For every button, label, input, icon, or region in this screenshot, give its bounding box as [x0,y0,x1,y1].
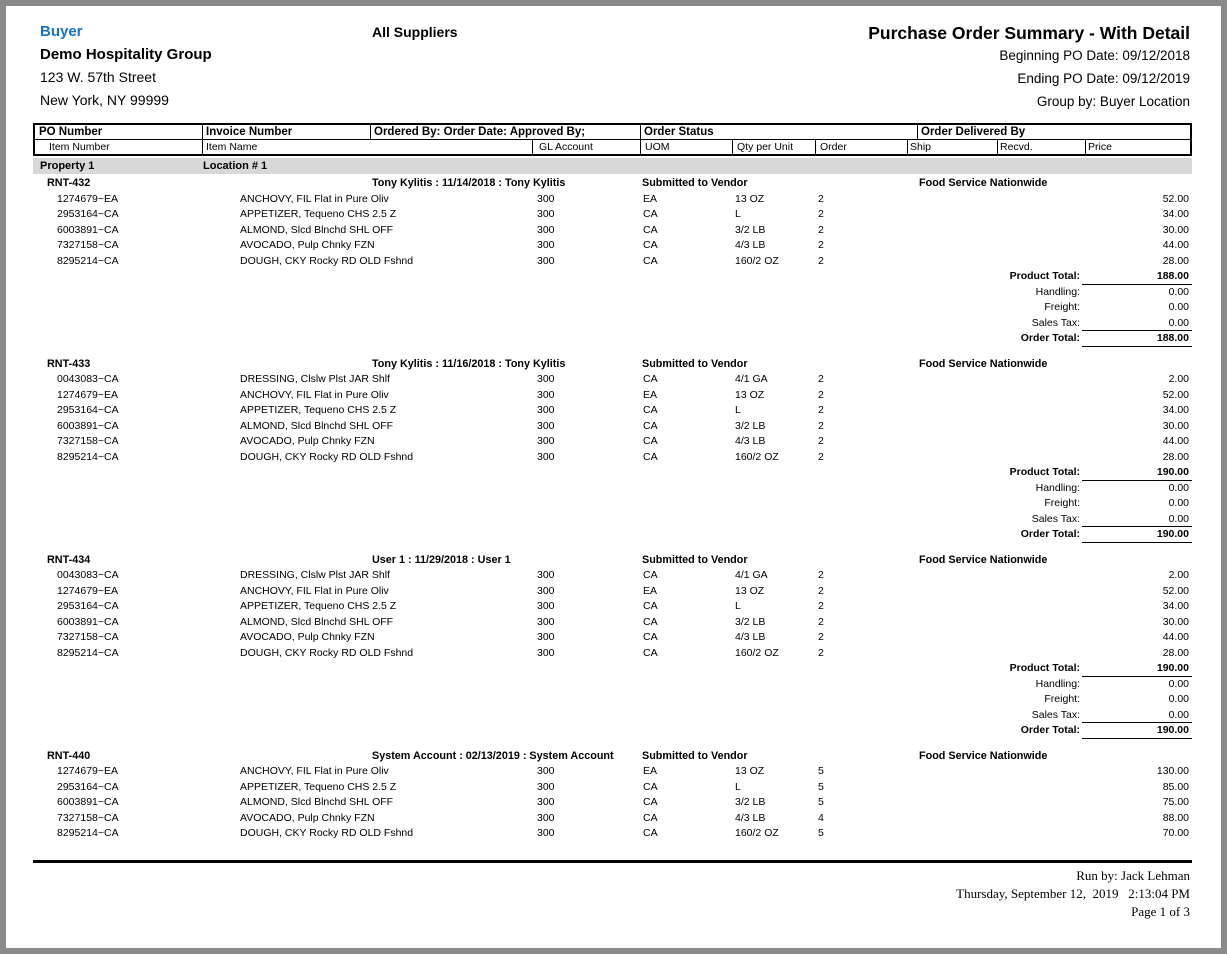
gl-account: 300 [537,615,555,628]
item-row [33,795,1192,811]
item-row [33,811,1192,827]
total-row-sales-tax [33,316,1192,332]
item-name: AVOCADO, Pulp Chnky FZN [240,435,375,447]
total-row-handling [33,481,1192,497]
item-name: ALMOND, Slcd Blnchd SHL OFF [240,419,394,432]
gl-account: 300 [537,827,555,839]
item-name: DOUGH, CKY Rocky RD OLD Fshnd [240,827,414,839]
total-value: 0.00 [1168,481,1189,494]
price: 28.00 [1162,254,1189,267]
order-qty: 2 [818,254,824,267]
col-order-status: Order Status [644,126,714,138]
gl-account: 300 [537,450,555,463]
order-qty: 2 [818,239,824,251]
po-block-rnt-434 [33,553,1192,739]
item-row [33,764,1192,780]
total-label: Product Total: [1009,662,1080,674]
qty-per-unit: L [735,780,741,793]
table-header [33,123,1192,156]
total-value: 0.00 [1168,708,1189,721]
uom: CA [643,615,658,628]
gl-account: 300 [537,208,555,220]
report-footer [956,867,1190,921]
page-number: Page 1 of 3 [1131,904,1190,919]
qty-per-unit: 13 OZ [735,388,765,401]
gl-account: 300 [537,646,555,659]
order-status: Submitted to Vendor [642,749,748,762]
qty-per-unit: 3/2 LB [735,796,766,808]
item-row [33,238,1192,254]
qty-per-unit: 3/2 LB [735,223,766,236]
total-label: Product Total: [1009,466,1080,478]
total-value: 190.00 [1156,724,1189,736]
qty-per-unit: L [735,404,741,416]
company-name: Demo Hospitality Group [40,46,212,63]
total-label: Sales Tax: [1031,316,1080,329]
order-qty: 2 [818,419,824,432]
qty-per-unit: 160/2 OZ [735,827,779,839]
qty-per-unit: 160/2 OZ [735,254,779,267]
item-name: DOUGH, CKY Rocky RD OLD Fshnd [240,254,414,267]
group-location: Location # 1 [203,160,268,172]
uom: CA [643,780,658,793]
item-row [33,403,1192,419]
order-qty: 5 [818,827,824,839]
col-po-number: PO Number [39,126,103,138]
order-status: Submitted to Vendor [642,357,748,370]
order-qty: 2 [818,388,824,401]
qty-per-unit: 13 OZ [735,765,765,777]
gl-account: 300 [537,584,555,597]
ending-po-date: Ending PO Date: 09/12/2019 [1017,71,1190,86]
total-row-freight [33,300,1192,316]
item-row [33,450,1192,466]
order-qty: 2 [818,450,824,463]
uom: CA [643,254,658,267]
total-value: 0.00 [1168,677,1189,690]
item-number: 6003891~CA [57,615,119,628]
item-name: ANCHOVY, FIL Flat in Pure Oliv [240,584,389,597]
column-divider [732,140,733,154]
gl-account: 300 [537,796,555,808]
item-number: 8295214~CA [57,254,119,267]
item-number: 7327158~CA [57,435,119,447]
qty-per-unit: 160/2 OZ [735,646,779,659]
column-divider [917,125,918,139]
order-qty: 2 [818,435,824,447]
ordered-by: Tony Kylitis : 11/14/2018 : Tony Kylitis [372,177,566,189]
po-block-rnt-440 [33,749,1192,842]
column-divider [907,140,908,154]
item-number: 6003891~CA [57,419,119,432]
total-row-product-total [33,269,1192,285]
price: 44.00 [1162,631,1189,643]
price: 70.00 [1162,827,1189,839]
total-row-order-total [33,527,1192,543]
item-number: 8295214~CA [57,450,119,463]
po-header-row [33,749,1192,765]
total-row-sales-tax [33,512,1192,528]
total-row-freight [33,496,1192,512]
col-item-name: Item Name [206,141,258,153]
po-block-rnt-433 [33,357,1192,543]
po-number: RNT-440 [47,749,91,762]
gl-account: 300 [537,435,555,447]
item-number: 7327158~CA [57,811,119,824]
total-value: 0.00 [1168,301,1189,313]
report-title: Purchase Order Summary - With Detail [868,23,1190,43]
item-row [33,372,1192,388]
gl-account: 300 [537,780,555,793]
order-qty: 2 [818,404,824,416]
qty-per-unit: 160/2 OZ [735,450,779,463]
total-label: Freight: [1044,497,1080,509]
item-number: 2953164~CA [57,600,119,612]
gl-account: 300 [537,254,555,267]
col-item-number: Item Number [49,141,110,153]
price: 44.00 [1162,239,1189,251]
total-value: 188.00 [1156,270,1189,282]
total-value: 190.00 [1156,528,1189,540]
item-number: 8295214~CA [57,827,119,839]
address-line-1: 123 W. 57th Street [40,69,156,85]
total-value: 0.00 [1168,497,1189,509]
item-row [33,584,1192,600]
order-qty: 2 [818,223,824,236]
gl-account: 300 [537,239,555,251]
gl-account: 300 [537,811,555,824]
item-name: APPETIZER, Tequeno CHS 2.5 Z [240,404,397,416]
gl-account: 300 [537,373,555,385]
report-body [33,158,1192,842]
group-band [33,158,1192,174]
qty-per-unit: 4/3 LB [735,239,766,251]
ordered-by: System Account : 02/13/2019 : System Account [372,749,614,762]
item-row [33,568,1192,584]
item-number: 6003891~CA [57,796,119,808]
gl-account: 300 [537,569,555,581]
gl-account: 300 [537,600,555,612]
item-name: DOUGH, CKY Rocky RD OLD Fshnd [240,646,414,659]
total-label: Handling: [1035,481,1080,494]
qty-per-unit: 4/1 GA [735,373,768,385]
column-divider [640,125,641,139]
qty-per-unit: 4/3 LB [735,631,766,643]
total-label: Order Total: [1020,724,1080,736]
uom: CA [643,419,658,432]
item-name: DRESSING, Clslw Plst JAR Shlf [240,569,390,581]
column-divider [815,140,816,154]
order-qty: 5 [818,765,824,777]
item-name: ALMOND, Slcd Blnchd SHL OFF [240,223,394,236]
report-header-right [868,22,1190,113]
item-number: 2953164~CA [57,208,119,220]
total-value: 0.00 [1168,285,1189,298]
order-qty: 4 [818,811,824,824]
qty-per-unit: 3/2 LB [735,419,766,432]
item-name: APPETIZER, Tequeno CHS 2.5 Z [240,208,397,220]
item-number: 1274679~EA [57,192,119,205]
table-header-row-1 [35,125,1190,140]
ordered-by: User 1 : 11/29/2018 : User 1 [372,553,511,566]
total-row-product-total [33,465,1192,481]
qty-per-unit: 4/3 LB [735,811,766,824]
gl-account: 300 [537,223,555,236]
item-number: 0043083~CA [57,373,119,385]
col-ordered-by: Ordered By: Order Date: Approved By; [374,126,586,138]
price: 88.00 [1162,811,1189,824]
item-row [33,826,1192,842]
price: 44.00 [1162,435,1189,447]
po-number: RNT-434 [47,553,91,566]
price: 130.00 [1156,765,1189,777]
total-row-handling [33,285,1192,301]
price: 30.00 [1162,615,1189,628]
total-underline [1082,542,1192,543]
uom: CA [643,373,658,385]
item-row [33,207,1192,223]
total-value: 188.00 [1156,332,1189,344]
total-value: 190.00 [1156,466,1189,478]
total-underline [1082,346,1192,347]
report-header-left [40,20,212,112]
column-divider [202,140,203,154]
price: 52.00 [1162,388,1189,401]
item-number: 0043083~CA [57,569,119,581]
col-gl-account: GL Account [539,141,593,153]
column-divider [202,125,203,139]
item-name: ANCHOVY, FIL Flat in Pure Oliv [240,388,389,401]
uom: CA [643,435,658,447]
item-name: APPETIZER, Tequeno CHS 2.5 Z [240,600,397,612]
po-block-rnt-432 [33,176,1192,347]
uom: CA [643,569,658,581]
order-status: Submitted to Vendor [642,177,748,189]
column-divider [997,140,998,154]
order-qty: 2 [818,600,824,612]
uom: CA [643,208,658,220]
po-header-row [33,553,1192,569]
price: 2.00 [1168,569,1189,581]
order-qty: 5 [818,780,824,793]
order-qty: 2 [818,584,824,597]
gl-account: 300 [537,631,555,643]
qty-per-unit: 4/3 LB [735,435,766,447]
item-number: 7327158~CA [57,239,119,251]
qty-per-unit: 13 OZ [735,192,765,205]
total-value: 0.00 [1168,693,1189,705]
col-qty-per-unit: Qty per Unit [737,141,794,153]
footer-divider [33,860,1192,863]
item-name: AVOCADO, Pulp Chnky FZN [240,631,375,643]
qty-per-unit: L [735,600,741,612]
uom: CA [643,631,658,643]
item-number: 2953164~CA [57,404,119,416]
buyer-label: Buyer [40,23,83,40]
total-value: 190.00 [1156,662,1189,674]
total-underline [1082,738,1192,739]
total-row-sales-tax [33,708,1192,724]
order-delivered-by: Food Service Nationwide [919,553,1048,566]
price: 34.00 [1162,208,1189,220]
total-row-freight [33,692,1192,708]
gl-account: 300 [537,765,555,777]
item-row [33,254,1192,270]
run-date: Thursday, September 12, 2019 2:13:04 PM [956,886,1190,901]
item-name: DOUGH, CKY Rocky RD OLD Fshnd [240,450,414,463]
total-label: Product Total: [1009,270,1080,282]
item-name: AVOCADO, Pulp Chnky FZN [240,239,375,251]
order-qty: 2 [818,615,824,628]
gl-account: 300 [537,388,555,401]
uom: CA [643,239,658,251]
column-divider [640,140,641,154]
group-by: Group by: Buyer Location [1036,94,1190,109]
item-name: APPETIZER, Tequeno CHS 2.5 Z [240,780,397,793]
price: 34.00 [1162,404,1189,416]
price: 2.00 [1168,373,1189,385]
uom: CA [643,450,658,463]
price: 75.00 [1162,796,1189,808]
item-row [33,419,1192,435]
uom: CA [643,796,658,808]
po-header-row [33,176,1192,192]
order-delivered-by: Food Service Nationwide [919,357,1048,370]
item-number: 1274679~EA [57,584,119,597]
order-delivered-by: Food Service Nationwide [919,177,1048,189]
col-ship: Ship [910,141,932,153]
uom: CA [643,827,658,839]
order-qty: 2 [818,373,824,385]
item-name: ALMOND, Slcd Blnchd SHL OFF [240,615,394,628]
item-row [33,615,1192,631]
col-invoice-number: Invoice Number [206,126,293,138]
col-order: Order [820,141,847,153]
item-row [33,434,1192,450]
price: 34.00 [1162,600,1189,612]
total-row-handling [33,677,1192,693]
total-row-product-total [33,661,1192,677]
group-property: Property 1 [40,160,95,172]
total-value: 0.00 [1168,512,1189,525]
po-header-row [33,357,1192,373]
qty-per-unit: 4/1 GA [735,569,768,581]
gl-account: 300 [537,404,555,416]
order-delivered-by: Food Service Nationwide [919,749,1048,762]
col-uom: UOM [645,141,670,153]
item-row [33,599,1192,615]
col-recvd: Recvd. [1000,141,1033,153]
item-number: 8295214~CA [57,646,119,659]
item-row [33,630,1192,646]
gl-account: 300 [537,419,555,432]
uom: CA [643,646,658,659]
total-label: Sales Tax: [1031,708,1080,721]
po-number: RNT-432 [47,177,91,189]
gl-account: 300 [537,192,555,205]
col-order-delivered-by: Order Delivered By [921,126,1026,138]
order-qty: 2 [818,192,824,205]
ordered-by: Tony Kylitis : 11/16/2018 : Tony Kylitis [372,357,566,370]
item-number: 1274679~EA [57,765,119,777]
total-label: Freight: [1044,693,1080,705]
qty-per-unit: L [735,208,741,220]
order-status: Submitted to Vendor [642,553,748,566]
table-header-row-2 [35,140,1190,154]
item-name: ALMOND, Slcd Blnchd SHL OFF [240,796,394,808]
item-number: 6003891~CA [57,223,119,236]
total-label: Order Total: [1020,528,1080,540]
price: 30.00 [1162,223,1189,236]
item-row [33,223,1192,239]
po-number: RNT-433 [47,357,91,370]
uom: EA [643,584,658,597]
item-name: ANCHOVY, FIL Flat in Pure Oliv [240,765,389,777]
uom: CA [643,811,658,824]
item-row [33,192,1192,208]
column-divider [532,140,533,154]
item-name: ANCHOVY, FIL Flat in Pure Oliv [240,192,389,205]
address-line-2: New York, NY 99999 [40,92,169,108]
column-divider [370,125,371,139]
uom: CA [643,600,658,612]
total-value: 0.00 [1168,316,1189,329]
item-row [33,646,1192,662]
uom: CA [643,223,658,236]
order-qty: 2 [818,208,824,220]
total-row-order-total [33,331,1192,347]
price: 85.00 [1162,780,1189,793]
price: 52.00 [1162,192,1189,205]
uom: CA [643,404,658,416]
price: 28.00 [1162,646,1189,659]
total-label: Order Total: [1020,332,1080,344]
suppliers-label: All Suppliers [372,24,458,40]
uom: EA [643,765,658,777]
total-label: Freight: [1044,301,1080,313]
uom: EA [643,192,658,205]
beginning-po-date: Beginning PO Date: 09/12/2018 [999,48,1190,63]
price: 52.00 [1162,584,1189,597]
run-by: Run by: Jack Lehman [1076,868,1190,883]
column-divider [1085,140,1086,154]
qty-per-unit: 3/2 LB [735,615,766,628]
qty-per-unit: 13 OZ [735,584,765,597]
total-label: Sales Tax: [1031,512,1080,525]
total-row-order-total [33,723,1192,739]
order-qty: 2 [818,631,824,643]
price: 28.00 [1162,450,1189,463]
total-label: Handling: [1035,677,1080,690]
orders-list [33,176,1192,842]
item-name: DRESSING, Clslw Plst JAR Shlf [240,373,390,385]
col-price: Price [1088,141,1112,153]
order-qty: 2 [818,569,824,581]
uom: EA [643,388,658,401]
price: 30.00 [1162,419,1189,432]
item-number: 7327158~CA [57,631,119,643]
item-number: 2953164~CA [57,780,119,793]
item-number: 1274679~EA [57,388,119,401]
order-qty: 2 [818,646,824,659]
item-row [33,388,1192,404]
item-row [33,780,1192,796]
item-name: AVOCADO, Pulp Chnky FZN [240,811,375,824]
total-label: Handling: [1035,285,1080,298]
order-qty: 5 [818,796,824,808]
